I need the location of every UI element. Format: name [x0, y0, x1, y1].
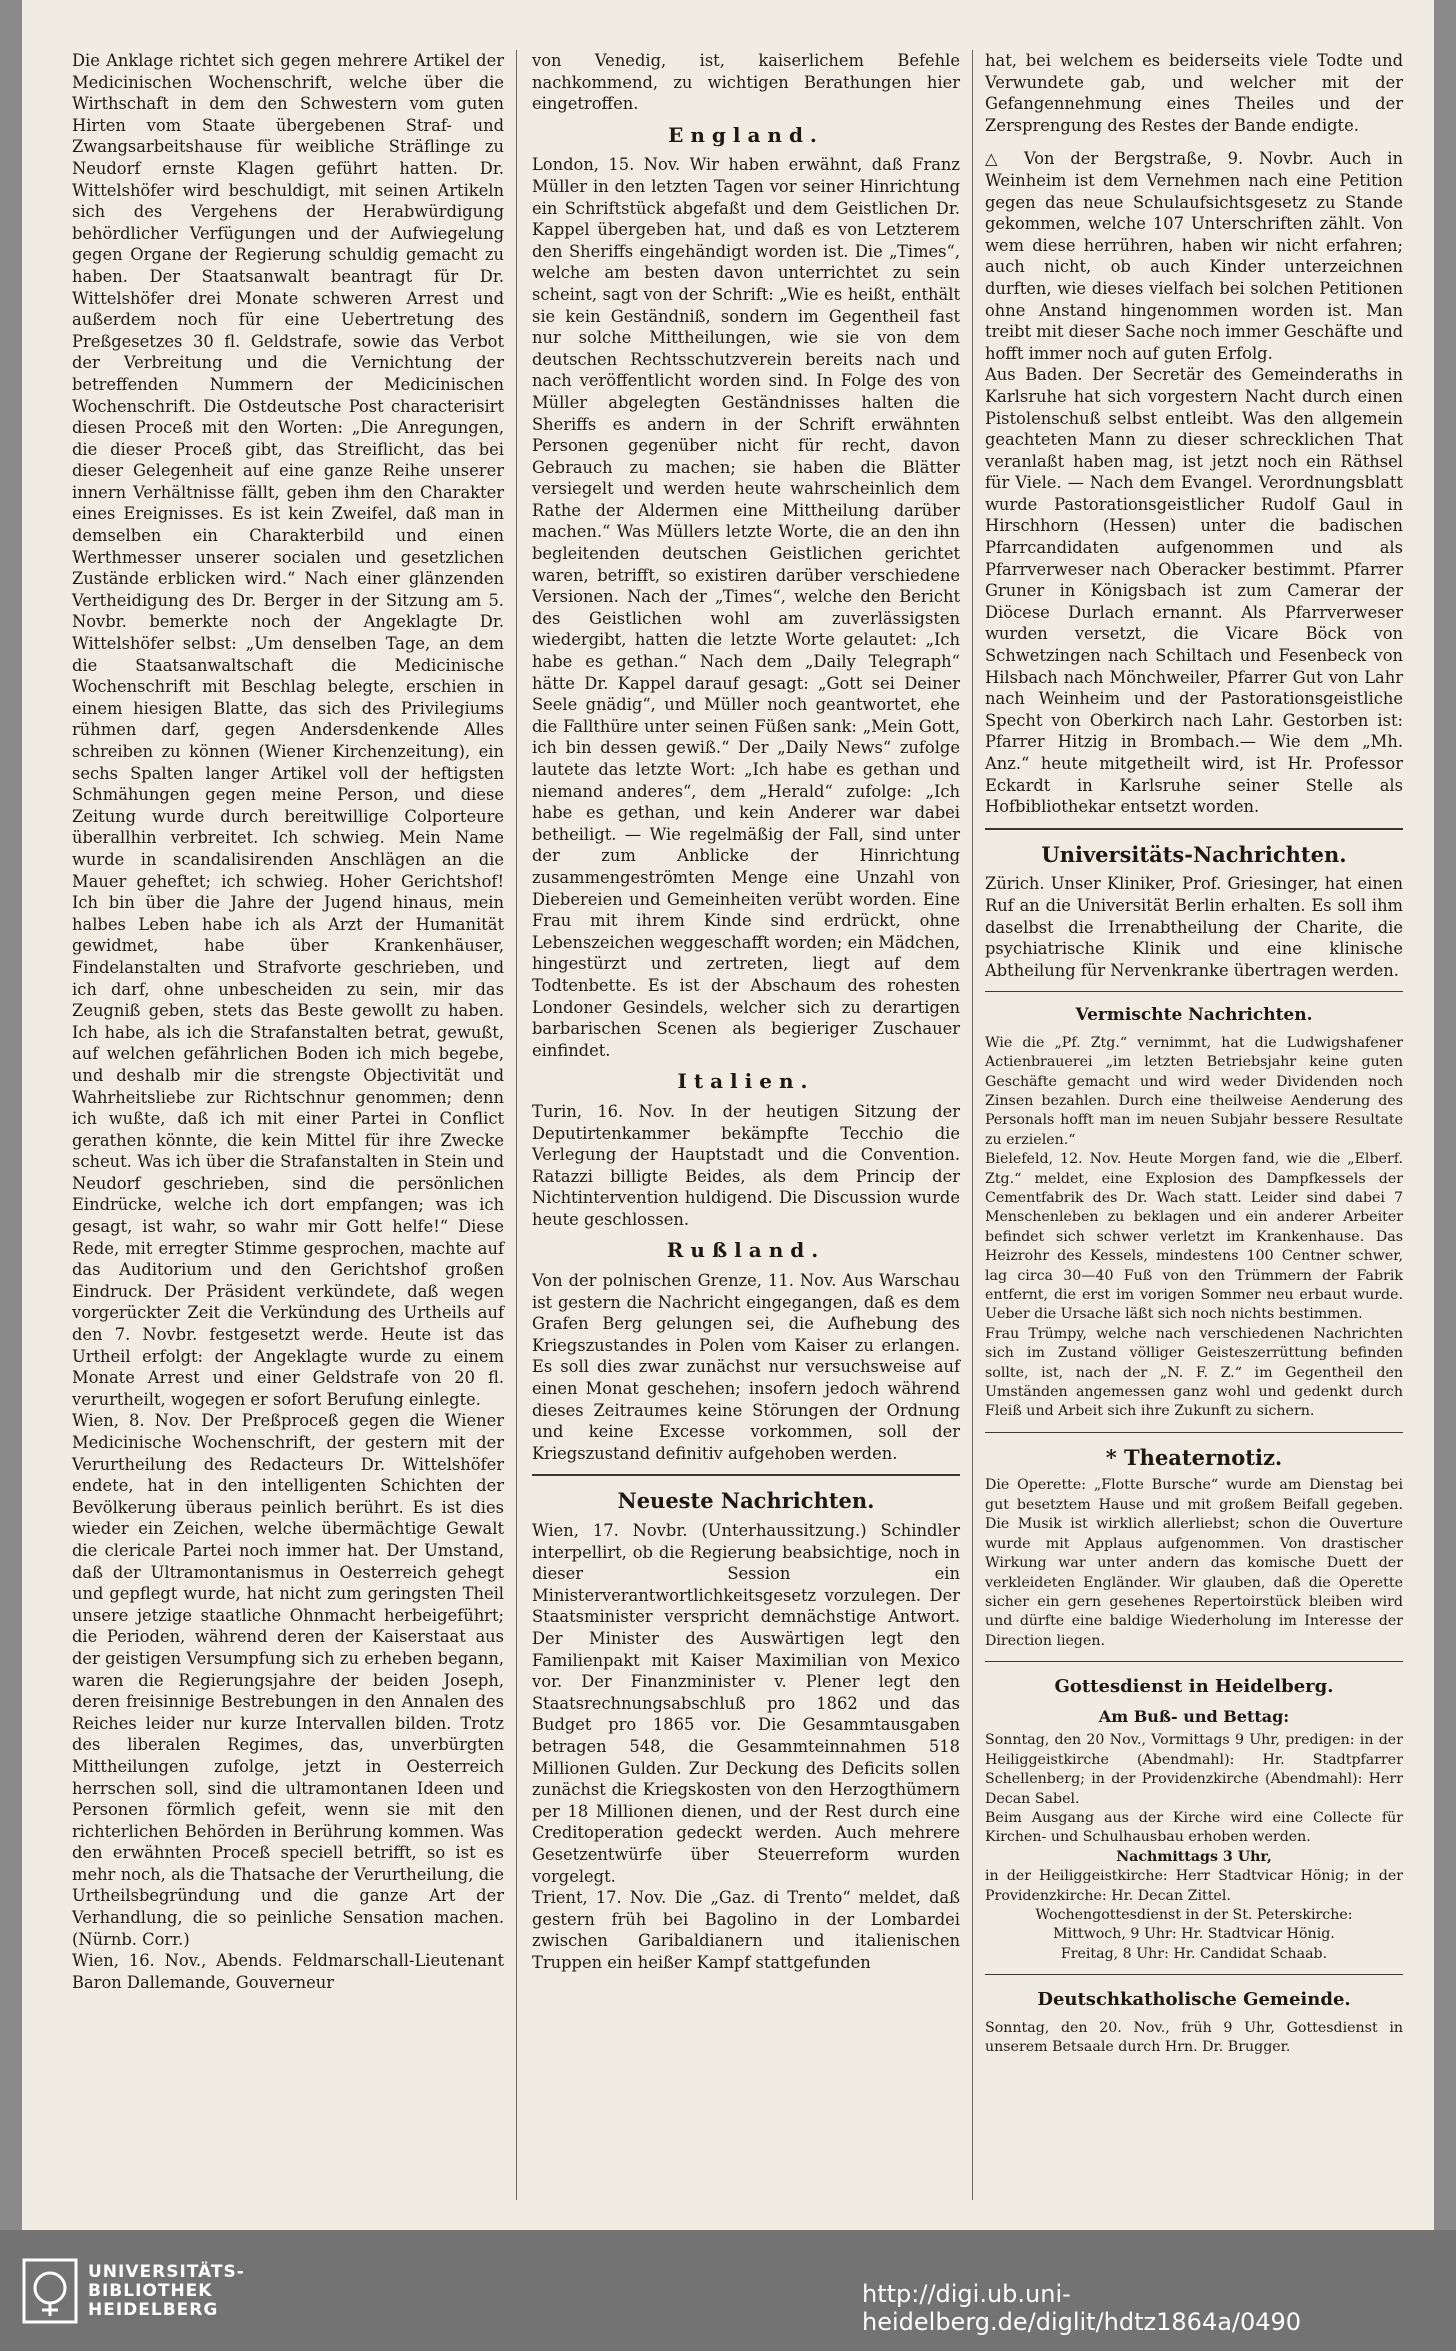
article-trient: Trient, 17. Nov. Die „Gaz. di Trento“ meldet, daß gestern früh bei Bagolino in der Lombardei zwischen Garibaldianern und italienischen Truppen ein heißer Kampf stattgefunden	[532, 1888, 960, 1972]
divider	[532, 1474, 960, 1476]
gottesdienst-line: Sonntag, den 20 Nov., Vormittags 9 Uhr, predigen: in der Heiliggeistkirche (Abendmahl): Hr. Stadtpfarrer Schellenberg; in der Providenzkirche (Abendmahl): Herr Decan Sabel.	[985, 1732, 1403, 1807]
article-wien-8-nov: Wien, 8. Nov. Der Preßproceß gegen die Wiener Medicinische Wochenschrift, der gestern mit der Verurtheilung des Redacteurs Dr. Wittelshöfer endete, hat in den intelligenten Schichten der Bevölkerung überaus peinlich berührt. Es ist dies wieder ein Zeichen, welche übermächtige Gewalt die clericale Partei noch immer hat. Der Umstand, daß der Ultramontanismus in Oesterreich gehegt und gepflegt wurde, hat nicht zum geringsten Theil unsere jetzige staatliche Ohnmacht herbeigeführt; die Perioden, während deren der Kaiserstaat aus der geistigen Versumpfung sich zu erheben begann, waren die Regierungsjahre der beiden Joseph, deren freisinnige Bestrebungen in den Annalen des Reiches leider nur kurze Intervallen bilden. Trotz des liberalen Regimes, das, unverbürgten Mittheilungen zufolge, jetzt in Oesterreich herrschen soll, sind die ultramontanen Ideen und Personen förmlich gefeit, wenn sie mit den richterlichen Behörden in Berührung kommen. Was den erwähnten Proceß speciell betrifft, so ist es mehr noch, als die Thatsache der Verurtheilung, die Urtheilsbegründung und die ganze Art der Verhandlung, die so peinliche Sensation machen. (Nürnb. Corr.)	[72, 1411, 504, 1949]
gottesdienst-line: Beim Ausgang aus der Kirche wird eine Collecte für Kirchen- und Schulhausbau erhoben werden.	[985, 1809, 1403, 1846]
column-2	[532, 50, 960, 1973]
article-london: London, 15. Nov. Wir haben erwähnt, daß Franz Müller in den letzten Tagen vor seiner Hinrichtung ein Schriftstück abgefaßt und dem Geistlichen Dr. Kappel übergeben hat, und daß es von Letzterem den Sheriffs eingehändigt worden ist. Die „Times“, welche am besten davon unterrichtet zu sein scheint, sagt von der Schrift: „Wie es heißt, enthält sie kein Geständniß, sondern im Gegentheil fast nur solche Mittheilungen, wie sie von dem deutschen Rechtsschutzverein bereits nach und nach veröffentlicht worden sind. In Folge des von Müller abgelegten Geständnisses halten die Sheriffs es andern in der Schrift erwähnten Personen gegenüber nicht für recht, davon Gebrauch zu machen; sie haben die Blätter versiegelt und werden heute wahrscheinlich dem Rathe der Aldermen eine Mittheilung darüber machen.“ Was Müllers letzte Worte, die an den ihn begleitenden deutschen Geistlichen gerichtet waren, betrifft, so existiren darüber verschiedene Versionen. Nach der „Times“, welche den Bericht des Geistlichen wohl am zuverlässigsten wiedergibt, hatten die letzte Worte gelautet: „Ich habe es gethan.“ Nach dem „Daily Telegraph“ hätte Dr. Kappel darauf gesagt: „Gott sei Deiner Seele gnädig“, und Müller noch geantwortet, ehe die Fallthüre unter seinen Füßen sank: „Mein Gott, ich bin dessen gewiß.“ Der „Daily News“ zufolge lautete das letzte Wort: „Ich habe es gethan und niemand anderes“, dem „Herald“ zufolge: „Ich habe es gethan, und kein Anderer war dabei betheiligt. — Wie regelmäßig der Fall, sind unter der zum Anblicke der Hinrichtung zusammengeströmten Menge eine Unzahl von Diebereien und Gemeinheiten verübt worden. Eine Frau mit ihrem Kinde sind erdrückt, ohne Lebenszeichen weggeschafft worden; ein Mädchen, hingestürzt und zertreten, liegt auf dem Todtenbette. Es ist der Abschaum des rohesten Londoner Gesindels, welcher sich zu derartigen barbarischen Scenen als begieriger Zuschauer einfindet.	[532, 155, 960, 1060]
column-3	[985, 50, 1403, 2058]
permalink-url[interactable]: http://digi.ub.uni-heidelberg.de/diglit/hdtz1864a/0490	[862, 2280, 1302, 2336]
article-aus-baden: Aus Baden. Der Secretär des Gemeinderaths in Karlsruhe hat sich vorgestern Nacht durch einen Pistolenschuß selbst entleibt. Was den allgemein geachteten Mann zu dieser schrecklichen That veranlaßt haben mag, ist jetzt noch ein Räthsel für Viele. — Nach dem Evangel. Verordnungsblatt wurde Pastorationsgeistlicher Rudolf Gaul in Hirschhorn (Hessen) unter die badischen Pfarrcandidaten aufgenommen und als Pfarrverweser nach Oberacker bestimmt. Pfarrer Gruner in Königsbach ist zum Camerar der Diöcese Durlach ernannt. Als Pfarrverweser wurden versetzt, die Vicare Böck von Schwetzingen nach Schiltach und Fesenbeck von Hilsbach nach Mönchweiler, Pfarrer Gut von Lahr nach Weinheim und der Pastorationsgeistliche Specht von Oberkirch nach Lahr. Gestorben ist: Pfarrer Hitzig in Brombach.— Wie dem „Mh. Anz.“ heute mitgetheilt wird, ist Hr. Professor Eckardt in Karlsruhe seiner Stelle als Hofbibliothekar entsetzt worden.	[985, 365, 1403, 817]
library-name-line-2: BIBLIOTHEK	[88, 2281, 213, 2301]
library-name	[88, 2263, 245, 2320]
article-venedig-continuation: von Venedig, ist, kaiserlichem Befehle nachkommend, zu wichtigen Berathungen hier eingetroffen.	[532, 51, 960, 114]
divider	[985, 1661, 1403, 1662]
article-operette: Die Operette: „Flotte Bursche“ wurde am Dienstag bei gut besetztem Hause und mit großem Beifall gegeben. Die Musik ist wirklich allerliebst; schon die Ouverture wurde mit Applaus aufgenommen. Von drastischer Wirkung war unter andern das komische Duett der verkleideten Engländer. Wir glauben, daß die Operette sicher ein gern gesehenes Repertoirstück bleiben wird und dürfte eine baldige Wiederholung im Interesse der Direction liegen.	[985, 1477, 1403, 1649]
article-pf-ztg: Wie die „Pf. Ztg.“ vernimmt, hat die Ludwigshafener Actienbrauerei „im letzten Betriebsjahr keine guten Geschäfte gemacht und wird weder Dividenden noch Zinsen bezahlen. Durch eine theilweise Aenderung des Personals hofft man im neuen Subjahr bessere Resultate zu erzielen.“	[985, 1034, 1403, 1148]
article-polnische-grenze: Von der polnischen Grenze, 11. Nov. Aus Warschau ist gestern die Nachricht eingegangen, daß es dem Grafen Berg gelungen sei, die Aufhebung des Kriegszustandes in Polen vom Kaiser zu erlangen. Es soll dies zwar zunächst nur versuchsweise auf einen Monat geschehen; insofern jedoch während dieses Zeitraumes keine Störungen der Ordnung und keine Excesse vorkommen, soll der Kriegszustand definitiv aufgehoben werden.	[532, 1271, 960, 1463]
article-bielefeld: Bielefeld, 12. Nov. Heute Morgen fand, wie die „Elberf. Ztg.“ meldet, eine Explosion des Dampfkessels der Cementfabrik des Dr. Wach statt. Leider sind dabei 7 Menschenleben zu beklagen und ein anderer Arbeiter befindet sich schwer verletzt im Krankenhause. Das Heizrohr des Kessels, mindestens 100 Centner schwer, lag circa 30—40 Fuß von den Trümmern der Fabrik entfernt, die erst im vorigen Sommer neu erbaut wurde. Ueber die Ursache läßt sich noch nichts bestimmen.	[985, 1151, 1403, 1323]
column-divider	[516, 50, 517, 2200]
article-zuerich: Zürich. Unser Kliniker, Prof. Griesinger, hat einen Ruf an die Universität Berlin erhalten. Es soll ihm daselbst die Irrenabtheilung der Charite, die psychiatrische Klinik und eine klinische Abtheilung für Nervenkranke übertragen werden.	[985, 874, 1403, 980]
article-trient-continuation: hat, bei welchem es beiderseits viele Todte und Verwundete gab, und welcher mit der Gefangennehmung eines Theiles und der Zersprengung des Restes der Bande endigte.	[985, 51, 1403, 135]
column-1	[72, 50, 504, 1993]
university-library-seal-icon	[22, 2258, 78, 2324]
divider	[985, 991, 1403, 992]
gottesdienst-line: Nachmittags 3 Uhr,	[1116, 1848, 1272, 1865]
section-heading-gottesdienst: Gottesdienst in Heidelberg.	[1054, 1676, 1334, 1698]
library-name-line-1: UNIVERSITÄTS-	[88, 2262, 245, 2282]
section-heading-russland: Rußland.	[666, 1238, 826, 1263]
divider	[985, 1974, 1403, 1975]
gottesdienst-line: Wochengottesdienst in der St. Peterskirche:	[1035, 1906, 1353, 1923]
gottesdienst-line: Freitag, 8 Uhr: Hr. Candidat Schaab.	[1060, 1945, 1328, 1962]
section-heading-vermischte: Vermischte Nachrichten.	[1075, 1005, 1313, 1026]
article-deutschkatholische: Sonntag, den 20. Nov., früh 9 Uhr, Gottesdienst in unserem Betsaale durch Hrn. Dr. Brugger.	[985, 2019, 1403, 2056]
newspaper-page	[22, 0, 1434, 2230]
section-heading-universitaet: Universitäts-Nachrichten.	[1041, 841, 1347, 867]
section-heading-neueste: Neueste Nachrichten.	[617, 1488, 875, 1514]
article-wien-17-nov: Wien, 17. Novbr. (Unterhaussitzung.) Schindler interpellirt, ob die Regierung beabsichtige, noch in dieser Session ein Ministerverantwortlichkeitsgesetz vorzulegen. Der Staatsminister verspricht demnächstige Antwort. Der Minister des Auswärtigen legt den Familienpakt mit Kaiser Maximilian von Mexico vor. Der Finanzminister v. Plener legt den Staatsrechnungsabschluß pro 1862 und das Budget pro 1865 vor. Die Gesammtausgaben betragen 548, die Gesammteinnahmen 518 Millionen Gulden. Zur Deckung des Deficits sollen zunächst die Kriegskosten von den Herzogthümern per 18 Millionen dienen, und der Rest durch eine Creditoperation gedeckt werden. Auch mehrere Gesetzentwürfe über Steuerreform wurden vorgelegt.	[532, 1521, 960, 1886]
library-name-line-3: HEIDELBERG	[88, 2300, 219, 2320]
section-heading-deutschkatholische: Deutschkatholische Gemeinde.	[1037, 1989, 1351, 2011]
column-divider	[972, 50, 973, 2200]
article-wien-16-nov: Wien, 16. Nov., Abends. Feldmarschall-Lieutenant Baron Dallemande, Gouverneur	[72, 1951, 504, 1992]
article-turin: Turin, 16. Nov. In der heutigen Sitzung der Deputirtenkammer bekämpfte Tecchio die Verlegung der Hauptstadt und die Convention. Ratazzi billigte Beides, als dem Princip der Nichtintervention huldigend. Die Discussion wurde heute geschlossen.	[532, 1101, 960, 1229]
gottesdienst-line: Mittwoch, 9 Uhr: Hr. Stadtvicar Hönig.	[1053, 1926, 1335, 1943]
section-heading-england: England.	[668, 122, 824, 147]
article-frau-truempy: Frau Trümpy, welche nach verschiedenen Nachrichten sich im Zustand völliger Geisteszerrüttung befinden sollte, ist, nach der „N. F. Z.“ im Gegentheil den Umständen angemessen ganz wohl und gedenkt durch Fleiß und Arbeit sich ihre Zukunft zu sichern.	[985, 1325, 1403, 1420]
article-wittelshoefer-trial: Die Anklage richtet sich gegen mehrere Artikel der Medicinischen Wochenschrift, welche über die Wirthschaft in dem den Schwestern vom guten Hirten vom Staate übergebenen Straf- und Zwangsarbeitshause für weibliche Sträflinge zu Neudorf ernste Klagen geführt hatten. Dr. Wittelshöfer wird beschuldigt, mit seinen Artikeln sich des Vergehens der Herabwürdigung behördlicher Verfügungen und der Aufwiegelung gegen Organe der Regierung schuldig gemacht zu haben. Der Staatsanwalt beantragt für Dr. Wittelshöfer drei Monate schweren Arrest und außerdem noch für eine Uebertretung des Preßgesetzes 30 fl. Geldstrafe, sowie das Verbot der Verbreitung und die Vernichtung der betreffenden Nummern der Medicinischen Wochenschrift. Die Ostdeutsche Post characterisirt diesen Proceß mit den Worten: „Die Anregungen, die dieser Proceß gibt, das Streiflicht, das bei dieser Gelegenheit auf eine ganze Reihe unserer innern Verhältnisse fällt, geben ihm den Charakter eines Ereignisses. Es ist kein Zweifel, daß man in demselben ein Charakterbild und einen Werthmesser unserer socialen und gesetzlichen Zustände erblicken wird.“ Nach einer glänzenden Vertheidigung des Dr. Berger in der Sitzung am 5. Novbr. bemerkte noch der Angeklagte Dr. Wittelshöfer selbst: „Um denselben Tage, an dem die Staatsanwaltschaft die Medicinische Wochenschrift mit Beschlag belegte, erschien in einem hiesigen Blatte, das sich des Privilegiums rühmen darf, gegen Andersdenkende Alles schreiben zu können (Wiener Kirchenzeitung), ein sechs Spalten langer Artikel voll der heftigsten Schmähungen gegen meine Person, und diese Zeitung wurde durch bereitwillige Colporteure überallhin verbreitet. Ich schwieg. Mein Name wurde in scandalisirenden Anschlägen an die Mauer geheftet; ich schwieg. Hoher Gerichtshof! Ich bin über die Jahre der Jugend hinaus, mein halbes Leben habe ich als Arzt der Humanität gewidmet, habe über Krankenhäuser, Findelanstalten und Strafvorte geschrieben, und ich darf, ohne unbescheiden zu sein, mir das Zeugniß geben, stets das Beste gewollt zu haben. Ich habe, als ich die Strafanstalten betrat, gewußt, auf welchen gefährlichen Boden ich mich begebe, und deshalb mir die strengste Objectivität und Wahrheitsliebe zur Richtschnur genommen; denn ich wußte, daß ich mit einer Partei in Conflict gerathen könnte, die kein Mittel für ihre Zwecke scheut. Was ich über die Strafanstalten in Stein und Neudorf geschrieben, sind die persönlichen Eindrücke, welche ich dort empfangen; was ich gesagt, ist wahr, so wahr mir Gott helfe!“ Diese Rede, mit erregter Stimme gesprochen, machte auf das Auditorium und den Gerichtshof großen Eindruck. Der Präsident verkündete, daß wegen vorgerückter Zeit die Verkündung des Urtheils auf den 7. Novbr. festgesetzt werde. Heute ist das Urtheil erfolgt: der Angeklagte wurde zu einem Monate Arrest und einer Geldstrafe von 20 fl. verurtheilt, wogegen er sofort Berufung einlegte.	[72, 51, 504, 1409]
divider	[985, 1432, 1403, 1433]
article-bergstrasse: △ Von der Bergstraße, 9. Novbr. Auch in Weinheim ist dem Vernehmen nach eine Petition gegen das neue Schulaufsichtsgesetz zu Stande gekommen, welche 107 Unterschriften zählt. Von wem diese herrühren, haben wir nicht erfahren; auch nicht, ob auch Kinder unterzeichnen durften, wie dieses vielfach bei solchen Petitionen ohne Anstand hingenommen worden ist. Man treibt mit dieser Sache noch immer Geschäfte und hofft immer noch auf guten Erfolg.	[985, 149, 1403, 363]
section-heading-italien: Italien.	[677, 1069, 815, 1094]
gottesdienst-line: in der Heiliggeistkirche: Herr Stadtvicar Hönig; in der Providenzkirche: Hr. Decan Zittel.	[985, 1868, 1403, 1904]
section-heading-theaternotiz: * Theaternotiz.	[1105, 1444, 1283, 1470]
divider	[985, 828, 1403, 830]
gottesdienst-subheading: Am Buß- und Bettag:	[1098, 1706, 1290, 1726]
